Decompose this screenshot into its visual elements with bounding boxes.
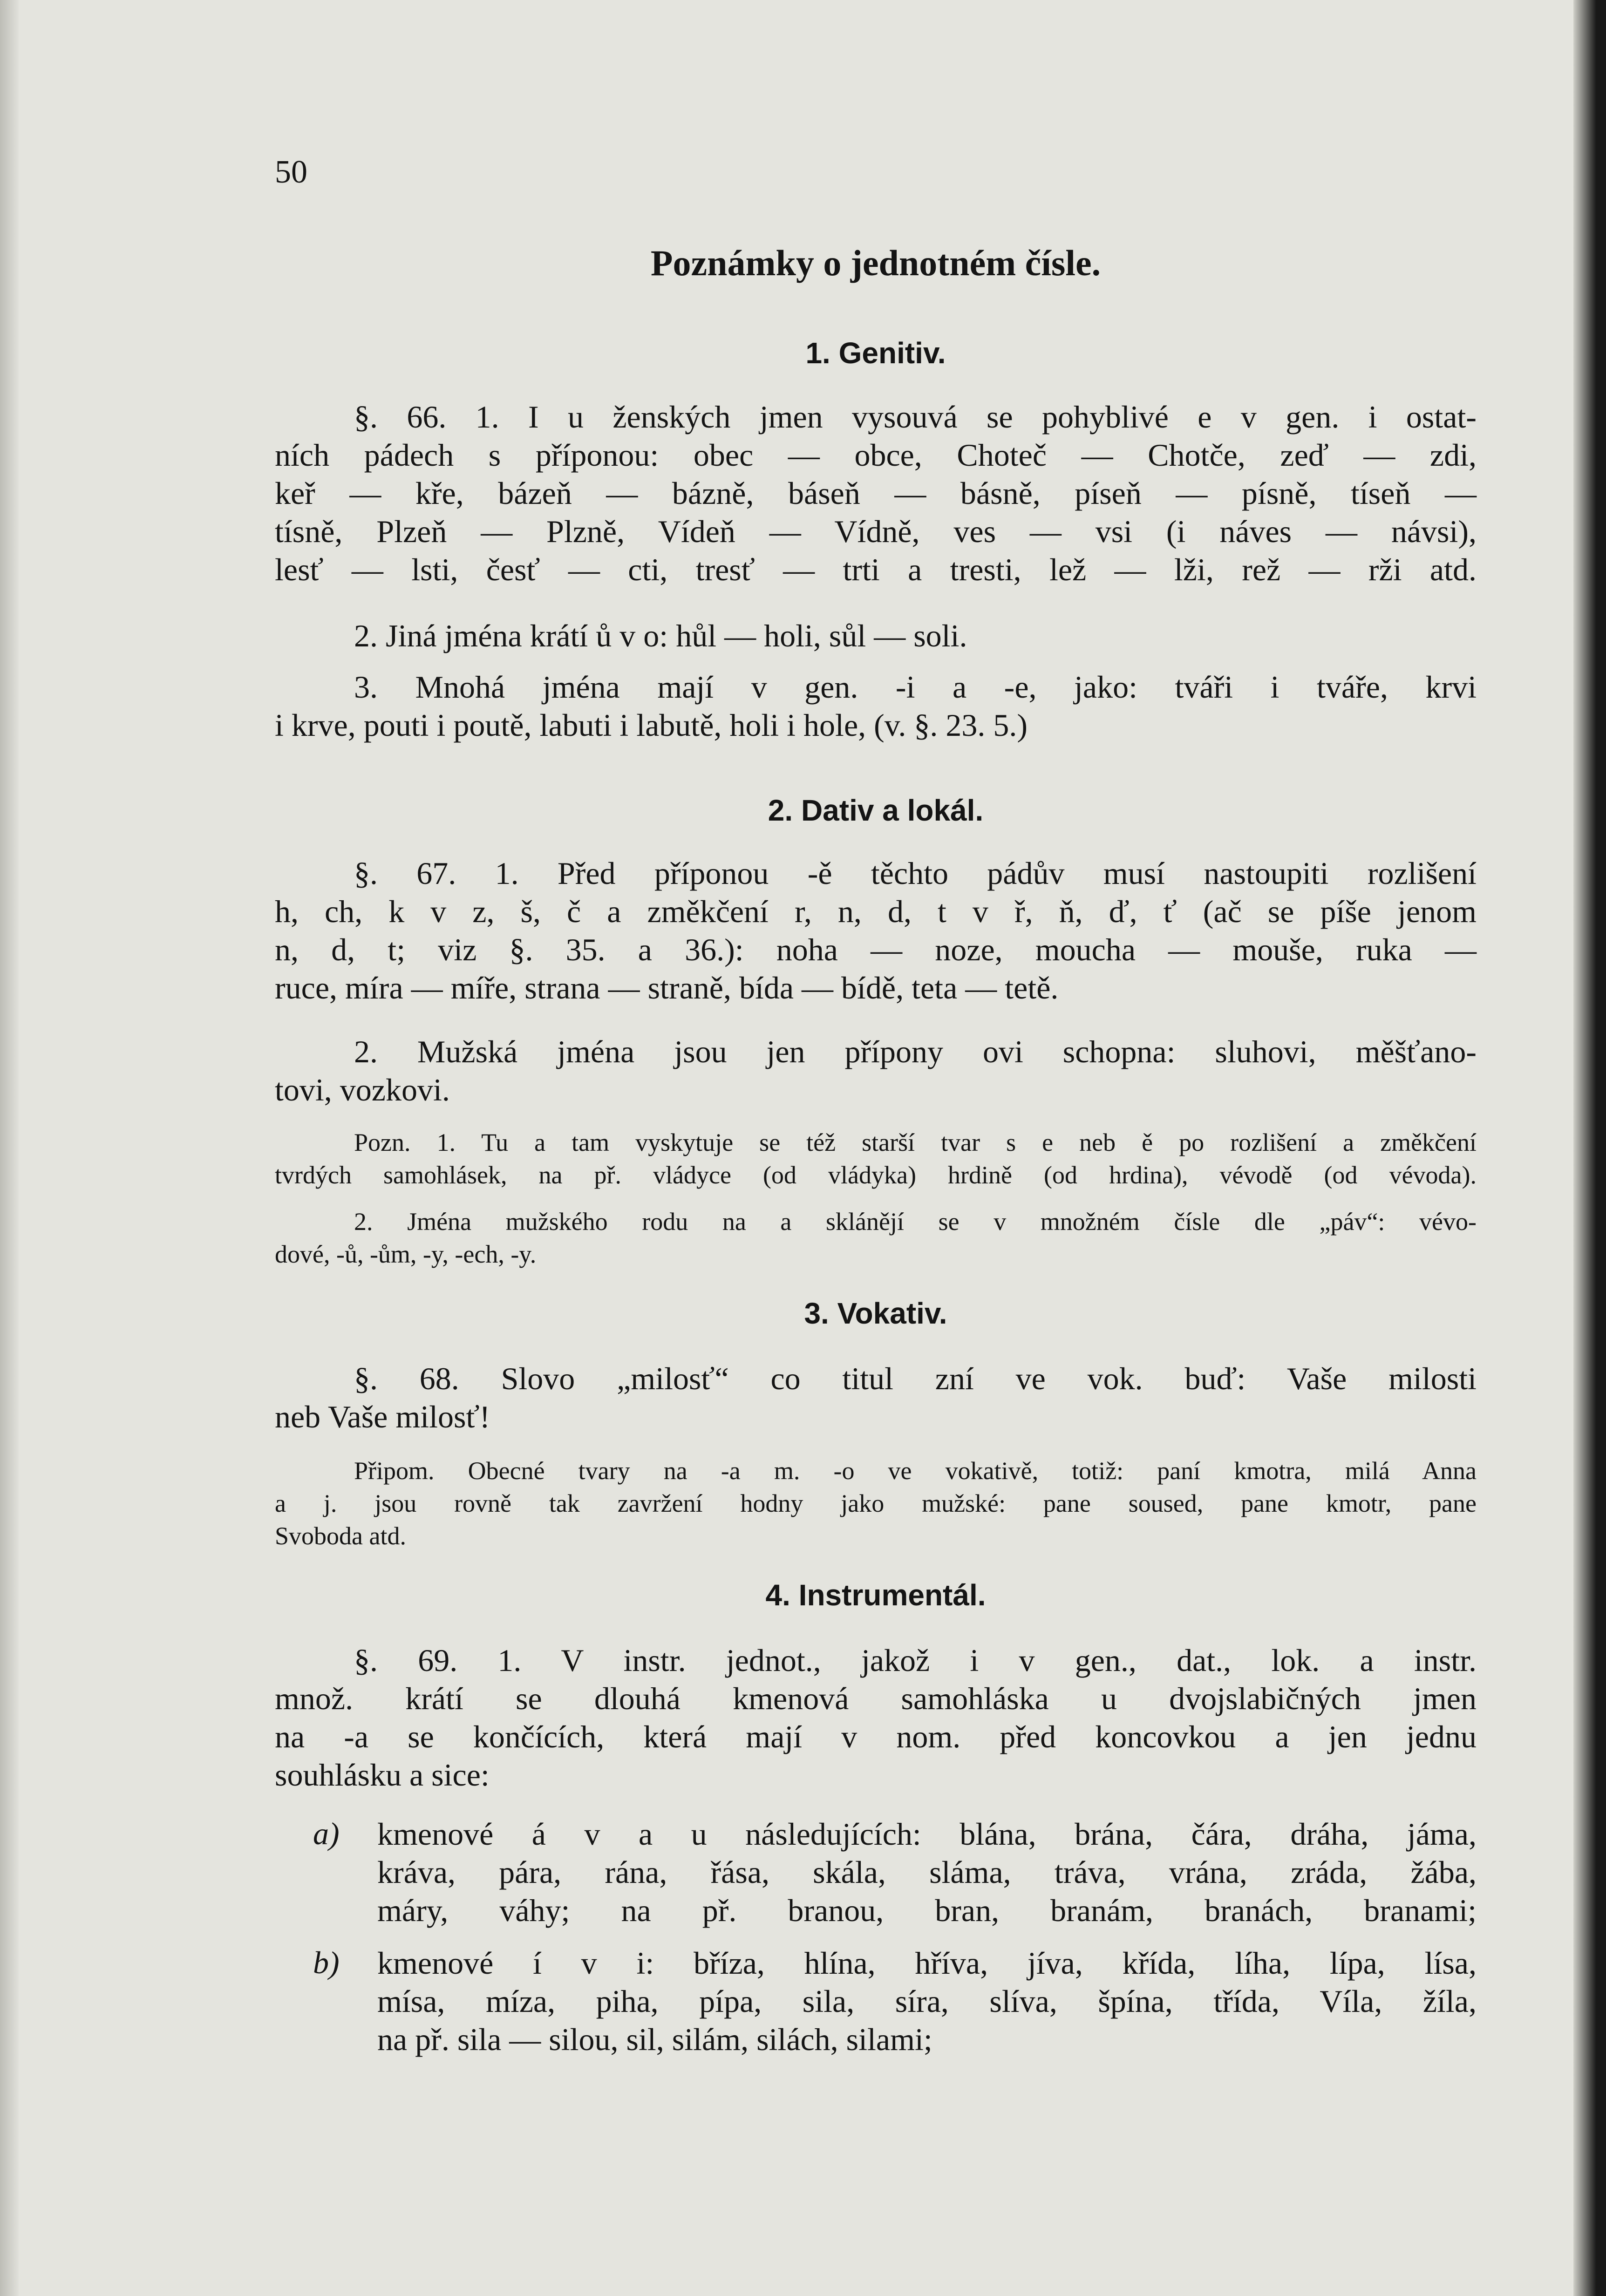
section-heading-genitiv: 1. Genitiv.	[805, 336, 946, 370]
text-line: lesť — lsti, česť — cti, tresť — trti a tresti, lež — lži, rež — rži atd.	[275, 552, 1477, 587]
text-line: neb Vaše milosť!	[275, 1399, 490, 1434]
text-line: tísně, Plzeň — Plzně, Vídeň — Vídně, ves — vsi (i náves — návsi),	[275, 514, 1477, 549]
note-line: a j. jsou rovně tak zavržení hodny jako mužské: pane soused, pane kmotr, pane	[275, 1489, 1477, 1517]
section-heading-instrumental: 4. Instrumentál.	[765, 1578, 986, 1612]
note-line: dové, -ů, -ům, -y, -ech, -y.	[275, 1240, 537, 1268]
note-line: tvrdých samohlásek, na př. vládyce (od vládyka) hrdině (od hrdina), vévodě (od vévoda).	[275, 1161, 1477, 1189]
text-line: tovi, vozkovi.	[275, 1072, 450, 1107]
list-label: b)	[313, 1945, 340, 1980]
list-item-line: kmenové á v a u následujících: blána, brána, čára, dráha, jáma,	[377, 1816, 1477, 1852]
note-line: Připom. Obecné tvary na -a m. -o ve vokativě, totiž: paní kmotra, milá Anna	[354, 1457, 1477, 1485]
text-line: keř — kře, bázeň — bázně, báseň — básně, píseň — písně, tíseň —	[275, 476, 1477, 511]
list-item-line: kráva, pára, rána, řása, skála, sláma, tráva, vrána, zráda, žába,	[377, 1854, 1477, 1890]
text-line: i krve, pouti i poutě, labuti i labutě, holi i hole, (v. §. 23. 5.)	[275, 707, 1028, 743]
note-line: 2. Jména mužského rodu na a sklánějí se v množném čísle dle „páv“: vévo-	[354, 1208, 1477, 1236]
text-line: §. 68. Slovo „milosť“ co titul zní ve vok. buď: Vaše milosti	[354, 1361, 1477, 1396]
text-line: množ. krátí se dlouhá kmenová samohláska u dvojslabičných jmen	[275, 1681, 1477, 1716]
list-item-line: na př. sila — silou, sil, silám, silách, silami;	[377, 2022, 932, 2057]
note-line: Pozn. 1. Tu a tam vyskytuje se též starší tvar s e neb ě po rozlišení a změkčení	[354, 1128, 1477, 1156]
text-line: na -a se končících, která mají v nom. před koncovkou a jen jednu	[275, 1719, 1477, 1754]
text-line: §. 69. 1. V instr. jednot., jakož i v gen., dat., lok. a instr.	[354, 1643, 1477, 1678]
text-line: ních pádech s příponou: obec — obce, Choteč — Chotče, zeď — zdi,	[275, 437, 1477, 473]
text-line: n, d, t; viz §. 35. a 36.): noha — noze, moucha — mouše, ruka —	[275, 932, 1477, 967]
section-heading-dativ: 2. Dativ a lokál.	[768, 794, 984, 827]
page-title: Poznámky o jednotném čísle.	[650, 243, 1101, 283]
text-line: 2. Mužská jména jsou jen přípony ovi schopna: sluhovi, měšťano-	[354, 1034, 1477, 1069]
list-item-line: mísa, míza, piha, pípa, sila, síra, slíva, špína, třída, Víla, žíla,	[377, 1984, 1477, 2019]
text-line: h, ch, k v z, š, č a změkčení r, n, d, t v ř, ň, ď, ť (ač se píše jenom	[275, 894, 1477, 929]
note-line: Svoboda atd.	[275, 1522, 406, 1550]
list-label: a)	[313, 1816, 340, 1851]
section-heading-vokativ: 3. Vokativ.	[804, 1297, 947, 1330]
text-line: souhlásku a sice:	[275, 1757, 490, 1793]
text-line: §. 67. 1. Před příponou -ě těchto pádův musí nastoupiti rozlišení	[354, 856, 1477, 891]
page-right-edge	[1573, 0, 1606, 2296]
text-line: 2. Jiná jména krátí ů v o: hůl — holi, sůl — soli.	[354, 618, 967, 653]
list-item-line: kmenové í v i: bříza, hlína, hříva, jíva, křída, líha, lípa, lísa,	[377, 1945, 1477, 1981]
text-line: §. 66. 1. I u ženských jmen vysouvá se pohyblivé e v gen. i ostat-	[354, 399, 1477, 435]
page-number: 50	[275, 154, 307, 190]
text-line: ruce, míra — míře, strana — straně, bída — bídě, teta — tetě.	[275, 970, 1059, 1005]
page-left-edge	[0, 0, 19, 2296]
text-line: 3. Mnohá jména mají v gen. -i a -e, jako: tváři i tváře, krvi	[354, 669, 1477, 705]
list-item-line: máry, váhy; na př. branou, bran, branám, branách, branami;	[377, 1893, 1477, 1928]
